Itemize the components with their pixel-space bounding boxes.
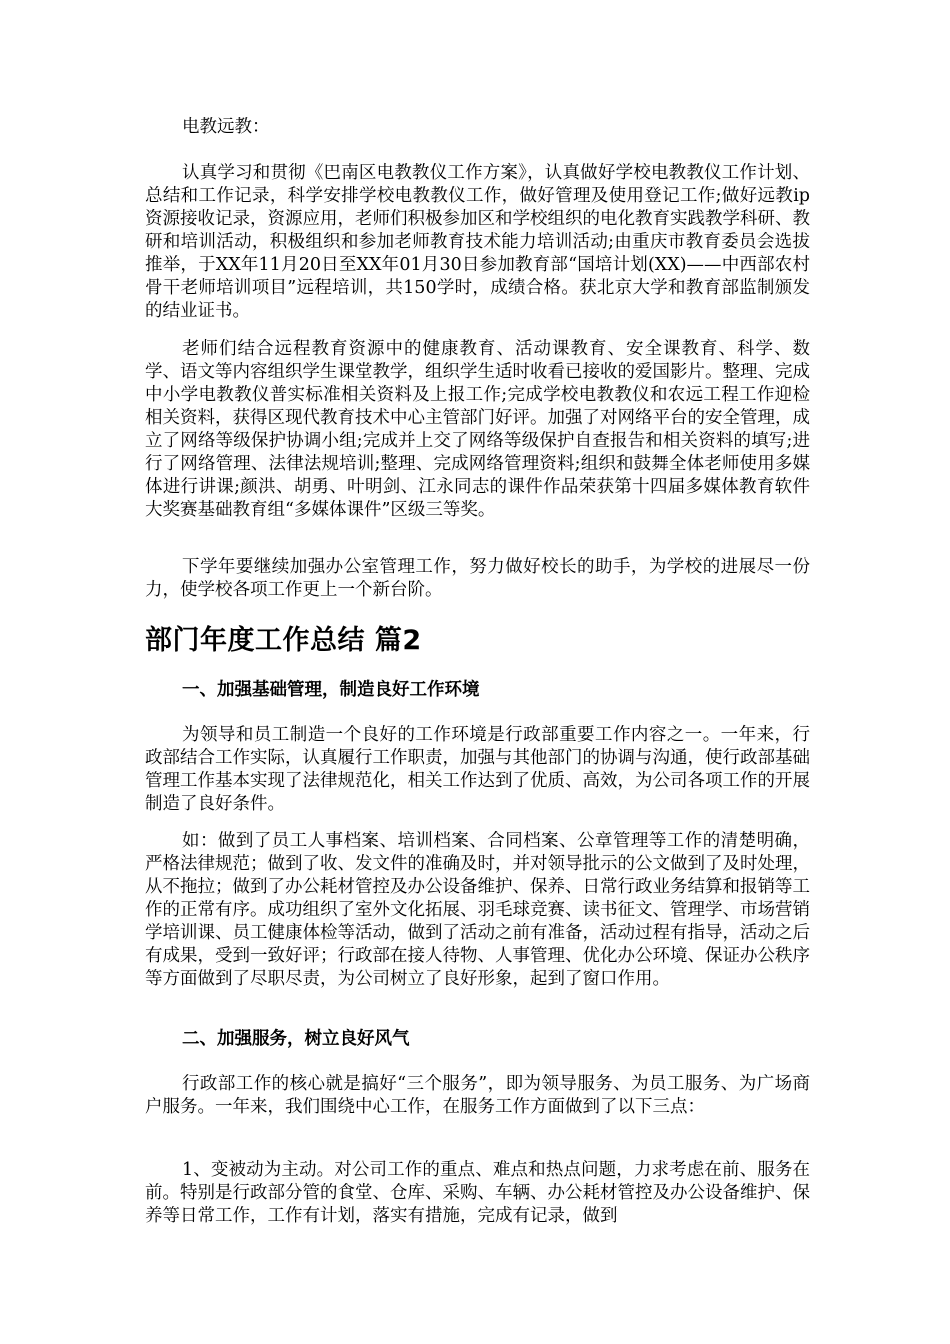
paragraph-4: 为领导和员工制造一个良好的工作环境是行政部重要工作内容之一。一年来，行政部结合工作实际，认真履行工作职责，加强与其他部门的协调与沟通，使行政部基础管理工作基本实现了法律规范化，相关工作达到了优质、高效，为公司各项工作的开展制造了良好条件。 [145, 725, 810, 814]
paragraph-5: 如：做到了员工人事档案、培训档案、合同档案、公章管理等工作的清楚明确，严格法律规范；做到了收、发文件的准确及时，并对领导批示的公文做到了及时处理，从不拖拉；做到了办公耗材管控及办公设备维护、保养、日常行政业务结算和报销等工作的正常有序。成功组织了室外文化拓展、羽毛球竞赛、读书征文、管理学、市场营销学培训课、员工健康体检等活动，做到了活动之前有准备，活动过程有指导，活动之后有成果，受到一致好评；行政部在接人待物、人事管理、优化办公环境、保证办公秩序等方面做到了尽职尽责，为公司树立了良好形象，起到了窗口作用。 [145, 831, 810, 989]
paragraph-7: 1、变被动为主动。对公司工作的重点、难点和热点问题，力求考虑在前、服务在前。特别是行政部分管的食堂、仓库、采购、车辆、办公耗材管控及办公设备维护、保养等日常工作，工作有计划，落实有措施，完成有记录，做到 [145, 1160, 810, 1226]
paragraph-3: 下学年要继续加强办公室管理工作，努力做好校长的助手，为学校的进展尽一份力，使学校各项工作更上一个新台阶。 [145, 557, 810, 600]
paragraph-1: 认真学习和贯彻《巴南区电教教仪工作方案》，认真做好学校电教教仪工作计划、总结和工作记录，科学安排学校电教教仪工作，做好管理及使用登记工作;做好远教ip资源接收记录，资源应用，老师们积极参加区和学校组织的电化教育实践教学科研、教研和培训活动，积极组织和参加老师教育技术能力培训活动;由重庆市教育委员会选拔推举，于XX年11月20日至XX年01月30日参加教育部“国培计划(XX)——中西部农村骨干老师培训项目”远程培训，共150学时，成绩合格。获北京大学和教育部监制颁发的结业证书。 [145, 163, 810, 321]
heading-2: 二、加强服务，树立良好风气 [182, 1029, 410, 1049]
paragraph-label-dianjiao: 电教远教： [182, 117, 270, 137]
paragraph-2: 老师们结合远程教育资源中的健康教育、活动课教育、安全课教育、科学、数学、语文等内容组织学生课堂教学，组织学生适时收看已接收的爱国影片。整理、完成中小学电教教仪普实标准相关资料及上报工作;完成学校电教教仪和农远工程工作迎检相关资料，获得区现代教育技术中心主管部门好评。加强了对网络平台的安全管理，成立了网络等级保护协调小组;完成并上交了网络等级保护自查报告和相关资料的填写;进行了网络管理、法律法规培训;整理、完成网络管理资料;组织和鼓舞全体老师使用多媒体进行讲课;颜洪、胡勇、叶明剑、江永同志的课件作品荣获第十四届多媒体教育软件大奖赛基础教育组“多媒体课件”区级三等奖。 [145, 339, 810, 520]
paragraph-6: 行政部工作的核心就是搞好“三个服务”，即为领导服务、为员工服务、为广场商户服务。一年来，我们围绕中心工作，在服务工作方面做到了以下三点： [145, 1074, 810, 1117]
section-title: 部门年度工作总结 篇2 [145, 625, 422, 656]
heading-1: 一、加强基础管理，制造良好工作环境 [182, 680, 480, 700]
